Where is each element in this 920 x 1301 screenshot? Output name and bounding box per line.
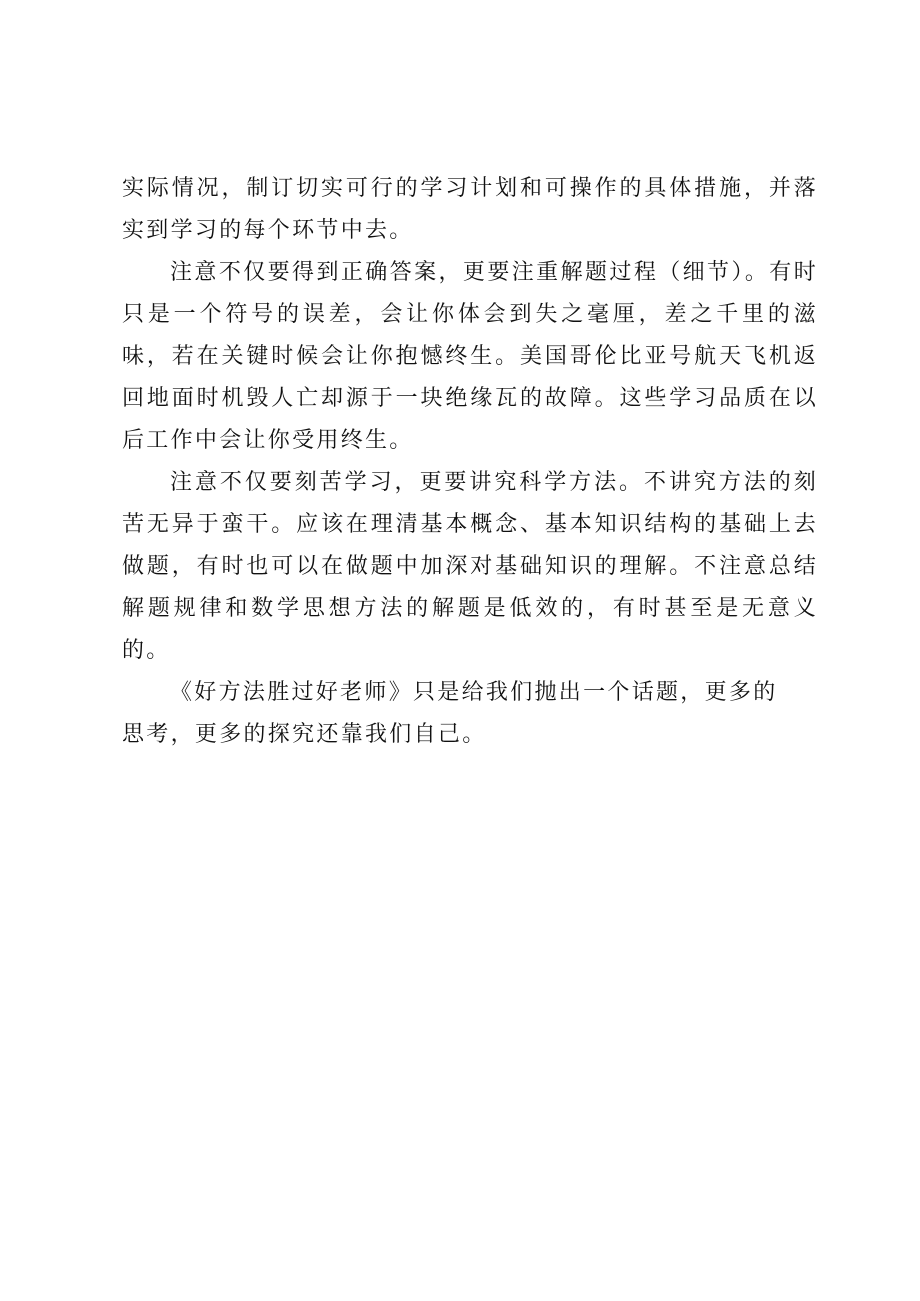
paragraph-study-method: 注意不仅要刻苦学习，更要讲究科学方法。不讲究方法的刻苦无异于蛮干。应该在理清基本概念、基本知识结构的基础上去做题，有时也可以在做题中加深对基础知识的理解。不注意总结解题规律和数学思想方法的解题是低效的，有时甚至是无意义的。 [122,470,818,663]
paragraph-continuation: 实际情况，制订切实可行的学习计划和可操作的具体措施，并落实到学习的每个环节中去。 [122,176,818,243]
paragraph-conclusion: 《好方法胜过好老师》只是给我们抛出一个话题，更多的思考，更多的探究还靠我们自己。 [122,680,778,747]
document-body [122,168,818,756]
paragraph-answer-process: 注意不仅要得到正确答案，更要注重解题过程（细节）。有时只是一个符号的误差，会让你体会到失之毫厘，差之千里的滋味，若在关键时候会让你抱憾终生。美国哥伦比亚号航天飞机返回地面时机毁人亡却源于一块绝缘瓦的故障。这些学习品质在以后工作中会让你受用终生。 [122,260,818,453]
